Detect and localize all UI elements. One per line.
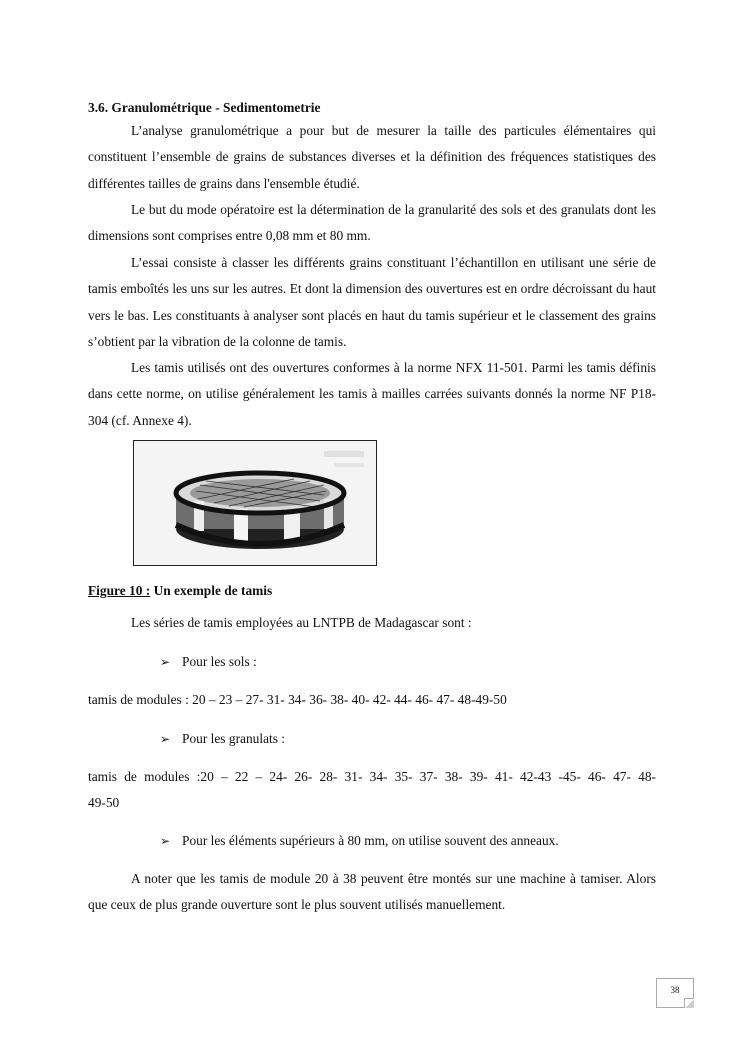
arrow-bullet-icon: ➢	[160, 834, 171, 848]
paragraph-method: L’essai consiste à classer les différents grains constituant l’échantillon en utilisant une série de tamis emboîtés les uns sur les autres. Et dont la dimension des ouvertures est en ordre décroissant du haut vers le bas. Les constituants à analyser sont placés en haut du tamis supérieur et le classement des grains s’obtient par la vibration de la colonne de tamis.	[88, 255, 656, 349]
sieve-image	[134, 441, 376, 565]
bullet-granulats-text: Pour les granulats :	[182, 731, 286, 746]
bullet-sols	[160, 654, 257, 670]
modules-granulats-line2: 49-50	[88, 795, 120, 810]
bullet-granulats	[160, 731, 285, 747]
arrow-bullet-icon: ➢	[160, 655, 171, 669]
page-corner-fold	[684, 998, 694, 1008]
closing-paragraph: A noter que les tamis de module 20 à 38 peuvent être montés sur une machine à tamiser. Alors que ceux de plus grande ouverture sont le plus souvent utilisés manuellement.	[88, 871, 656, 913]
modules-sols: tamis de modules : 20 – 23 – 27- 31- 34- 36- 38- 40- 42- 44- 46- 47- 48-49-50	[88, 692, 507, 707]
bullet-sols-text: Pour les sols :	[182, 654, 257, 669]
section-heading: 3.6. Granulométrique - Sedimentometrie	[88, 100, 321, 115]
paragraph-purpose: Le but du mode opératoire est la détermination de la granularité des sols et des granulats dont les dimensions sont comprises entre 0,08 mm et 80 mm.	[88, 202, 656, 244]
bullet-anneaux	[160, 833, 559, 849]
paragraph-intro: L’analyse granulométrique a pour but de mesurer la taille des particules élémentaires qui constituent l’ensemble de grains de substances diverses et la définition des fréquences statistiques des différentes tailles de grains dans l'ensemble étudié.	[88, 123, 656, 191]
page-number-text: 38	[670, 985, 680, 995]
figure-title: Un exemple de tamis	[150, 583, 273, 598]
arrow-bullet-icon: ➢	[160, 732, 171, 746]
modules-granulats-line1: tamis de modules :20 – 22 – 24- 26- 28- 31- 34- 35- 37- 38- 39- 41- 42-43 -45- 46- 47- 48-	[88, 769, 656, 784]
figure-caption	[88, 583, 272, 599]
bullet-anneaux-text: Pour les éléments supérieurs à 80 mm, on utilise souvent des anneaux.	[182, 833, 559, 848]
page-number	[656, 978, 694, 1008]
series-intro: Les séries de tamis employées au LNTPB de Madagascar sont :	[131, 615, 472, 630]
sieve-figure	[133, 440, 377, 566]
figure-label: Figure 10 :	[88, 583, 151, 598]
paragraph-standards: Les tamis utilisés ont des ouvertures conformes à la norme NFX 11-501. Parmi les tamis définis dans cette norme, on utilise généralement les tamis à mailles carrées suivants donnés la norme NF P18-304 (cf. Annexe 4).	[88, 360, 656, 428]
